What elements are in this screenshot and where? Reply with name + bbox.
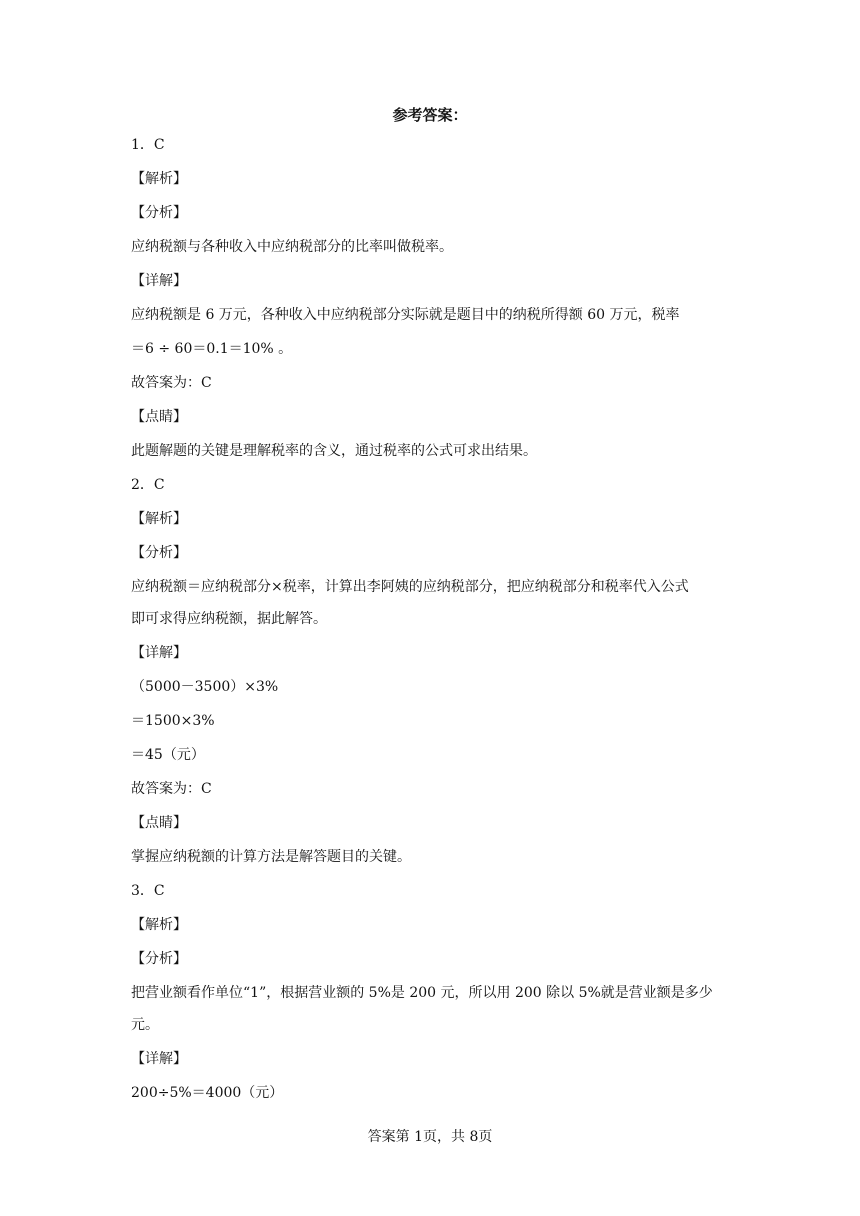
section-label-analysis: 【解析】 bbox=[131, 171, 187, 187]
answer-formula: ＝1500×3% bbox=[131, 713, 215, 729]
section-label-comment: 【点睛】 bbox=[131, 409, 187, 425]
answer-text: 把营业额看作单位“1”，根据营业额的 5%是 200 元，所以用 200 除以 5%就是营业额是多少 bbox=[131, 985, 713, 1001]
section-label-detail: 【详解】 bbox=[131, 645, 187, 661]
question-number: 3．C bbox=[131, 883, 165, 899]
answer-formula: 200÷5%＝4000（元） bbox=[131, 1085, 284, 1101]
section-label-breakdown: 【分析】 bbox=[131, 545, 187, 561]
answer-text: 应纳税额与各种收入中应纳税部分的比率叫做税率。 bbox=[131, 239, 453, 255]
answer-conclusion: 故答案为：C bbox=[131, 375, 212, 391]
section-label-breakdown: 【分析】 bbox=[131, 951, 187, 967]
answer-formula: ＝6 ÷ 60＝0.1＝10% 。 bbox=[131, 341, 293, 357]
section-label-detail: 【详解】 bbox=[131, 1051, 187, 1067]
section-label-analysis: 【解析】 bbox=[131, 917, 187, 933]
question-number: 2．C bbox=[131, 477, 165, 493]
answer-text: 掌握应纳税额的计算方法是解答题目的关键。 bbox=[131, 849, 411, 865]
section-label-comment: 【点睛】 bbox=[131, 815, 187, 831]
section-label-detail: 【详解】 bbox=[131, 273, 187, 289]
answer-formula: ＝45（元） bbox=[131, 747, 205, 763]
answer-formula: （5000－3500）×3% bbox=[131, 679, 279, 695]
section-label-breakdown: 【分析】 bbox=[131, 205, 187, 221]
section-label-analysis: 【解析】 bbox=[131, 511, 187, 527]
answer-text: 应纳税额＝应纳税部分×税率，计算出李阿姨的应纳税部分，把应纳税部分和税率代入公式 bbox=[131, 579, 689, 595]
page-title: 参考答案： bbox=[392, 106, 468, 124]
page-footer: 答案第 1页，共 8页 bbox=[367, 1129, 493, 1145]
answer-conclusion: 故答案为：C bbox=[131, 781, 212, 797]
question-number: 1．C bbox=[131, 137, 165, 153]
answer-text: 元。 bbox=[131, 1017, 159, 1033]
answer-text: 此题解题的关键是理解税率的含义，通过税率的公式可求出结果。 bbox=[131, 443, 537, 459]
answer-text: 即可求得应纳税额，据此解答。 bbox=[131, 611, 327, 627]
answer-text: 应纳税额是 6 万元，各种收入中应纳税部分实际就是题目中的纳税所得额 60 万元，税率 bbox=[131, 307, 680, 323]
